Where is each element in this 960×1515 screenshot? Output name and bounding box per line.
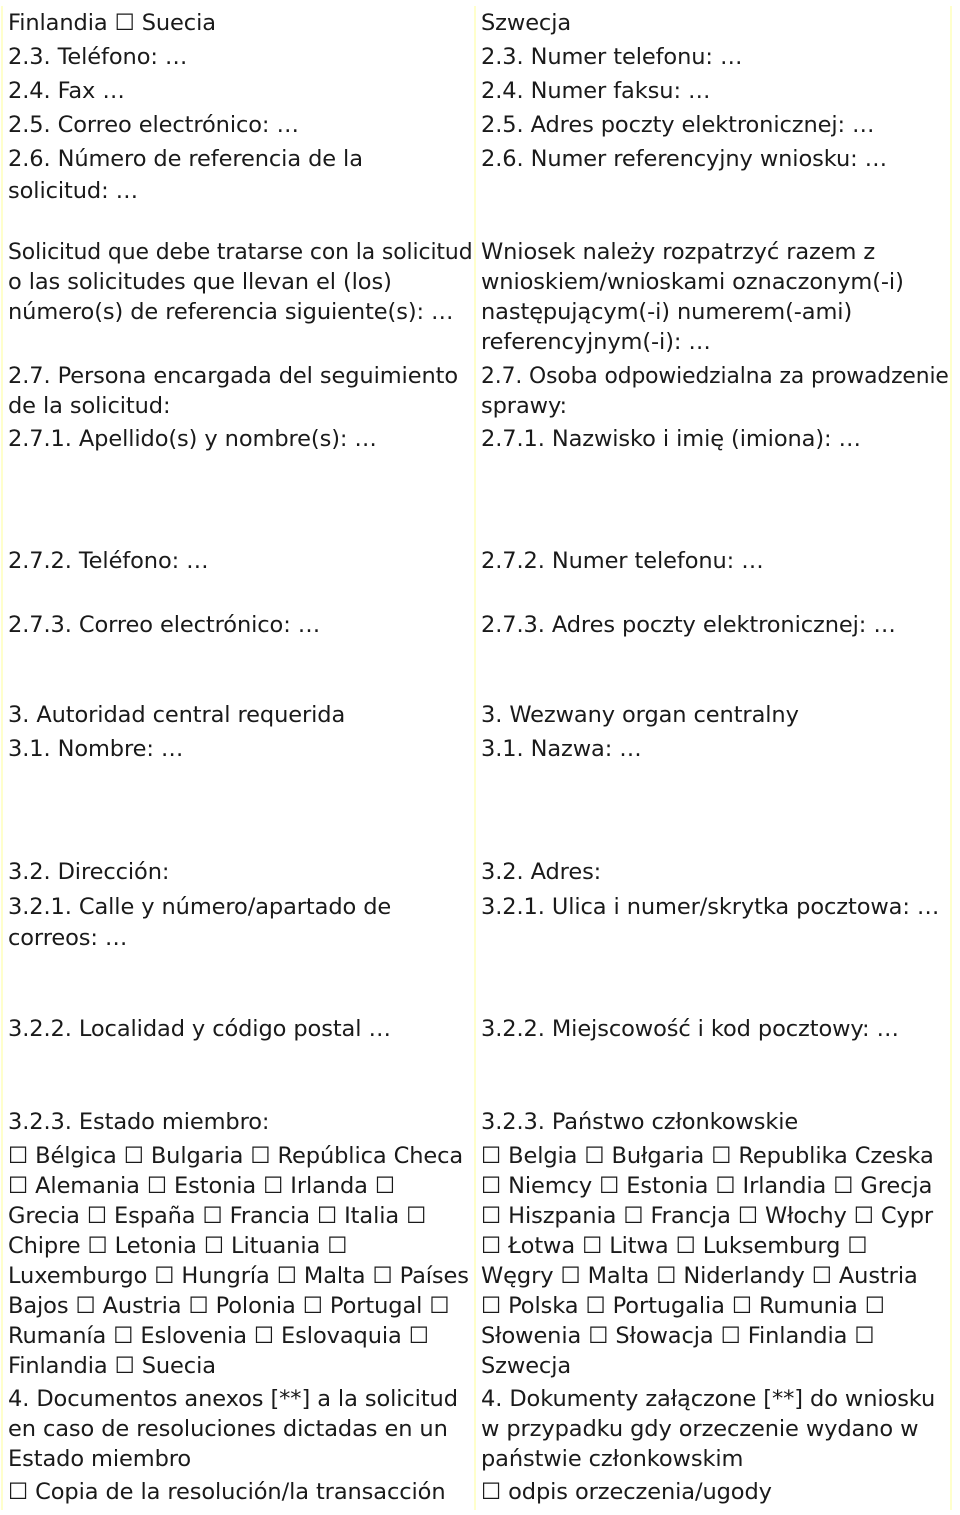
left-line-countries: ☐ Bélgica ☐ Bulgaria ☐ República Checa — [8, 1143, 464, 1169]
left-line-address: 3.2. Dirección: — [8, 859, 170, 885]
right-line-section-4: państwie członkowskim — [481, 1446, 744, 1472]
left-line-contact-email: 2.7.3. Correo electrónico: … — [8, 612, 321, 638]
left-line-related-request: Solicitud que debe tratarse con la solicitud — [8, 239, 473, 265]
left-line-reference-cont: solicitud: … — [8, 178, 139, 204]
right-line-street: 3.2.1. Ulica i numer/skrytka pocztowa: … — [481, 894, 940, 920]
left-line-countries: Grecia ☐ España ☐ Francia ☐ Italia ☐ — [8, 1203, 427, 1229]
right-line-copy-checkbox: ☐ odpis orzeczenia/ugody — [481, 1479, 772, 1505]
left-line-postal: 3.2.2. Localidad y código postal … — [8, 1016, 391, 1042]
left-line-name: 2.7.1. Apellido(s) y nombre(s): … — [8, 426, 377, 452]
right-line-related-request: następującym(-i) numerem(-ami) — [481, 299, 853, 325]
right-line-related-request: Wniosek należy rozpatrzyć razem z — [481, 239, 876, 265]
right-line-phone: 2.3. Numer telefonu: … — [481, 44, 743, 70]
left-line-continuation: Finlandia ☐ Suecia — [8, 10, 216, 36]
left-line-copy-checkbox: ☐ Copia de la resolución/la transacción — [8, 1479, 446, 1505]
left-line-authority-name: 3.1. Nombre: … — [8, 736, 184, 762]
right-line-person-in-charge: 2.7. Osoba odpowiedzialna za prowadzenie — [481, 363, 949, 389]
right-line-related-request: referencyjnym(-i): … — [481, 329, 711, 355]
right-line-contact-email: 2.7.3. Adres poczty elektronicznej: … — [481, 612, 896, 638]
right-line-contact-phone: 2.7.2. Numer telefonu: … — [481, 548, 764, 574]
left-line-related-request: o las solicitudes que llevan el (los) — [8, 269, 392, 295]
right-line-authority-name: 3.1. Nazwa: … — [481, 736, 642, 762]
right-line-countries: ☐ Łotwa ☐ Litwa ☐ Luksemburg ☐ — [481, 1233, 868, 1259]
right-line-fax: 2.4. Numer faksu: … — [481, 78, 711, 104]
left-line-phone: 2.3. Teléfono: … — [8, 44, 188, 70]
right-line-related-request: wnioskiem/wnioskami oznaczonym(-i) — [481, 269, 904, 295]
left-line-member-state: 3.2.3. Estado miembro: — [8, 1109, 270, 1135]
right-line-email: 2.5. Adres poczty elektronicznej: … — [481, 112, 875, 138]
table-border-middle — [474, 6, 476, 1510]
right-line-postal: 3.2.2. Miejscowość i kod pocztowy: … — [481, 1016, 899, 1042]
left-line-street-cont: correos: … — [8, 925, 128, 951]
left-line-countries: Chipre ☐ Letonia ☐ Lituania ☐ — [8, 1233, 348, 1259]
left-line-countries: Bajos ☐ Austria ☐ Polonia ☐ Portugal ☐ — [8, 1293, 450, 1319]
left-line-countries: Rumanía ☐ Eslovenia ☐ Eslovaquia ☐ — [8, 1323, 429, 1349]
right-line-countries: Węgry ☐ Malta ☐ Niderlandy ☐ Austria — [481, 1263, 918, 1289]
right-line-member-state: 3.2.3. Państwo członkowskie — [481, 1109, 799, 1135]
left-line-email: 2.5. Correo electrónico: … — [8, 112, 299, 138]
left-line-countries: Luxemburgo ☐ Hungría ☐ Malta ☐ Países — [8, 1263, 469, 1289]
table-border-left — [1, 6, 3, 1510]
left-line-section-4: Estado miembro — [8, 1446, 192, 1472]
left-line-fax: 2.4. Fax … — [8, 78, 125, 104]
right-line-name: 2.7.1. Nazwisko i imię (imiona): … — [481, 426, 861, 452]
right-line-section-4: 4. Dokumenty załączone [**] do wniosku — [481, 1386, 936, 1412]
right-line-countries: ☐ Hiszpania ☐ Francja ☐ Włochy ☐ Cypr — [481, 1203, 934, 1229]
left-line-countries: Finlandia ☐ Suecia — [8, 1353, 216, 1379]
right-line-continuation: Szwecja — [481, 10, 572, 36]
left-line-contact-phone: 2.7.2. Teléfono: … — [8, 548, 209, 574]
right-line-person-in-charge: sprawy: — [481, 393, 568, 419]
left-line-section-4: 4. Documentos anexos [**] a la solicitud — [8, 1386, 458, 1412]
right-line-countries: ☐ Belgia ☐ Bułgaria ☐ Republika Czeska — [481, 1143, 934, 1169]
left-line-section-4: en caso de resoluciones dictadas en un — [8, 1416, 448, 1442]
left-line-street: 3.2.1. Calle y número/apartado de — [8, 894, 392, 920]
left-line-person-in-charge: de la solicitud: — [8, 393, 171, 419]
right-line-address: 3.2. Adres: — [481, 859, 602, 885]
right-line-countries: Szwecja — [481, 1353, 572, 1379]
left-line-section-3: 3. Autoridad central requerida — [8, 702, 346, 728]
right-line-section-3: 3. Wezwany organ centralny — [481, 702, 799, 728]
left-line-countries: ☐ Alemania ☐ Estonia ☐ Irlanda ☐ — [8, 1173, 395, 1199]
left-line-related-request: número(s) de referencia siguiente(s): … — [8, 299, 454, 325]
right-line-section-4: w przypadku gdy orzeczenie wydano w — [481, 1416, 919, 1442]
right-line-countries: Słowenia ☐ Słowacja ☐ Finlandia ☐ — [481, 1323, 875, 1349]
left-line-person-in-charge: 2.7. Persona encargada del seguimiento — [8, 363, 458, 389]
table-border-right — [950, 6, 952, 1510]
right-line-countries: ☐ Niemcy ☐ Estonia ☐ Irlandia ☐ Grecja — [481, 1173, 933, 1199]
right-line-reference: 2.6. Numer referencyjny wniosku: … — [481, 146, 888, 172]
left-line-reference: 2.6. Número de referencia de la — [8, 146, 363, 172]
right-line-countries: ☐ Polska ☐ Portugalia ☐ Rumunia ☐ — [481, 1293, 885, 1319]
